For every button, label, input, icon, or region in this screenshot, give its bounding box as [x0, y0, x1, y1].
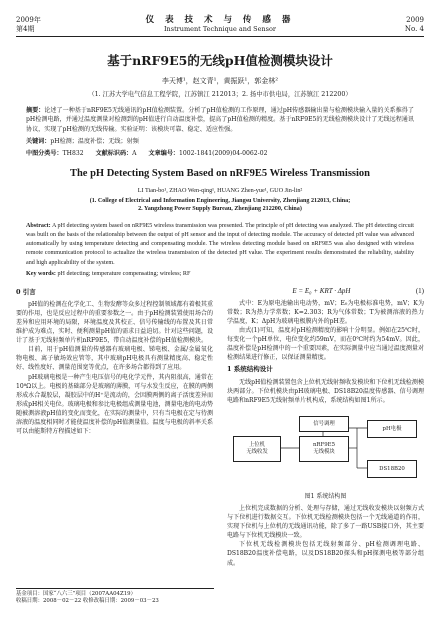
header-rule	[16, 36, 424, 37]
body-column-left	[16, 285, 213, 453]
keywords-en-label: Key words:	[26, 270, 56, 277]
header-year-cn: 2009年	[16, 16, 41, 24]
footnote-dates: 收稿日期：2008－02－22 收修改稿日期：2009－03－23	[16, 598, 159, 605]
clc-value: TH832	[62, 149, 84, 157]
header-issue: No. 4	[404, 25, 424, 33]
doc-code-label: 文献标识码：	[95, 149, 133, 157]
body-paragraph: 目前，用于pH值测量的传感器有玻璃电极、锑电极、金属/金属氧化物电极、离子敏场效应管等，其中玻璃pH电极具有测量精度高、稳定性好、线性度好、测量范围宽等优点，在许多场合都得到了应用。	[16, 346, 213, 372]
header-issue-cn: 第4期	[16, 25, 35, 33]
equation-1	[227, 287, 424, 296]
diagram-upper-pc: 上位机 无线收发	[233, 436, 281, 462]
article-id-label: 文章编号：	[148, 149, 180, 157]
abstract-en	[16, 222, 424, 268]
diagram-ds18b20: DS18B20	[367, 460, 417, 478]
system-structure-diagram	[227, 410, 424, 490]
clc-label: 中图分类号：	[26, 149, 63, 157]
abstract-cn	[16, 106, 424, 134]
figure-caption: 图1 系统结构图	[304, 492, 347, 500]
keywords-cn-text: pH检测；温度补偿；无线；射频	[50, 137, 139, 145]
running-header	[16, 0, 424, 34]
body-column-right	[227, 285, 424, 567]
keywords-cn	[16, 137, 424, 146]
body-paragraph: 无线pH值检测装置包含上位机无线射频收发模块和下位机无线检测模块两部分。下位机模块由pH玻璃电极、DS18B20温度传感器、信号调理电路和nRF9E5无线射频单片机构成，系统结构如图1所示。	[227, 378, 424, 404]
title-en: The pH Detecting System Based on nRF9E5 Wireless Transmission	[69, 167, 371, 179]
journal-name-cn: 仪 表 技 术 与 传 感 器	[145, 15, 295, 25]
diagram-ph-electrode: pH电极	[367, 420, 417, 438]
body-paragraph: pH值的检测在化学化工、生物发酵等众多过程控制领域都有着极其重要的作用，也是反应过程中的重要参数之一。由于pH检测装置使用场合的差异和应用环境的局限，环境温度及其校正、信号传输线的布置及其日常维护成为难点，实时、便利测量pH值的需求日益迫切。针对这些问题，设计了基于无线射频单片机nRF9E5，带自动温度补偿的pH值检测模块。	[16, 300, 213, 345]
section-system-design-heading: 1 系统结构设计	[227, 365, 273, 374]
journal-name-en: Instrument Technique and Sensor	[163, 25, 277, 33]
abstract-cn-label: 摘要：	[26, 107, 45, 114]
affiliation-en-line-2: 2. Yangzhong Power Supply Bureau, Zhenjiang 212200, China)	[138, 206, 302, 213]
doc-code-value: A	[132, 149, 137, 157]
footnote	[16, 588, 214, 606]
keywords-en	[16, 270, 424, 279]
header-year: 2009	[406, 16, 424, 24]
title-cn: 基于nRF9E5的无线pH值检测模块设计	[107, 53, 333, 68]
diagram-conditioning: 信号调理	[299, 416, 349, 432]
footnote-fund: 基金项目：国家“八六三”项目（2007AA04Z19）	[16, 590, 136, 597]
affiliation-cn: （1. 江苏大学电气信息工程学院，江苏镇江 212013；2. 扬中市供电局，江苏镇江 212200）	[88, 91, 352, 98]
body-paragraph: 式中：E为原电池输出电动势，mV；E₀为电极标准电势，mV；K为常数；R为热力学常数；K=2.303；R为气体常数；T为被测溶液的热力学温度，K；ΔpH为玻璃电极膜内外的pH差。	[227, 299, 424, 325]
body-paragraph: 上位机完成数据的分析、处理与存储，通过无线收发模块以射频方式与下位机进行数据交互。下位机无线检测模块包括一个无线通道的作用，实现下位机与上位机的无线通讯功能，除了多了一路USB接口外，其主要电路与下位机无线模块一致。	[227, 504, 424, 540]
abstract-en-text: A pH detecting system based on nRF9E5 wireless transmission was presented. The principle of pH detecting was analyzed. The pH detecting circuit was built on the basis of the relationship between the output of pH sensor and the input of detecting module. The accuracy of detected pH value was advanced automatically by using temperature detecting and compensating module. The wireless detecting module based on nRF9E5 was also designed with wireless remote communication protocol to actualize the wireless transmission of the detected pH value. The experiment results demonstrated the reliability, stability and high applicability of the system.	[26, 222, 414, 266]
section-introduction-heading: 0 引言	[16, 287, 36, 296]
header-left	[16, 16, 76, 34]
article-id-value: 1002-1841(2009)04-0062-02	[179, 149, 268, 157]
affiliation-en	[16, 197, 424, 214]
body-columns	[16, 285, 424, 567]
keywords-en-text: pH detecting; temperature compensating; wireless; RF	[57, 270, 191, 277]
header-right	[364, 16, 424, 34]
body-paragraph: 由式(1)可知，温度对pH检测精度的影响十分明显。例如在25℃时，每变化一个pH单位，电位变化约59mV，而在0℃时约为54mV。因此，温度补偿是pH检测中的一个重要因素，在实际测量中应当通过温度测量对检测结果进行修正，以保证测量精度。	[227, 327, 424, 362]
equation-number: (1)	[415, 286, 424, 295]
authors-en: LI Tian-bo¹, ZHAO Wen-qing¹, HUANG Zhen-yue¹, GUO Jin-lin²	[137, 186, 303, 194]
diagram-nrf9e5-module: nRF9E5 无线模块	[299, 436, 349, 462]
authors-cn: 李天博¹，赵文青¹，黄振跃¹，郭金林²	[161, 77, 279, 85]
abstract-en-label: Abstract:	[26, 222, 51, 229]
body-paragraph: 下位机无线检测模块包括无线射频部分、pH检测调理电路、DS18B20温度补偿电路，以及DS18B20探头和pH探测电极等部分组成。	[227, 541, 424, 567]
body-paragraph: pH玻璃电极是一种产生电压信号的电化学元件，其内阻很高，通常在10⁸Ω以上。电极的基础部分是玻璃的薄膜，可与水发生反应，在膜的两侧形成水合凝胶层，凝胶层中的H⁺是流动的，会因膜两侧的离子活度差异而形成pH相关电位。玻璃电极和参比电极组成测量电池，测量电池的电动势随被测溶液pH值的变化而变化，在实际的测量中，只有当电极在定与待测溶液的温度相同时才能使温度补偿的pH值测量值。温度与电极的斜率关系可以由能斯特方程描述如下：	[16, 373, 213, 436]
classification-line	[16, 149, 424, 158]
abstract-cn-text: 论述了一种基于nRF9E5无线通讯的pH值检测装置。分析了pH值检测的工作原理，通过pH传感器输出量与检测模块输入量的关系推得了pH检测电路，并通过温度测量对检测到的pH值进行自动温度补偿，提高了pH值检测的精度。基于nRF9E5的无线检测模块设计了无线远程通讯协议，实现了pH检测的无线传输。实验证明：该模块可靠、稳定、适应性强。	[26, 107, 414, 133]
keywords-cn-label: 关键词：	[26, 137, 51, 145]
affiliation-en-line-1: (1. College of Electrical and Information Engineering, Jiangsu University, Zhenjiang 212013, China;	[89, 197, 351, 204]
header-center	[76, 16, 364, 34]
equation-text: E = E₀ + KRT · ΔpH	[292, 286, 351, 295]
